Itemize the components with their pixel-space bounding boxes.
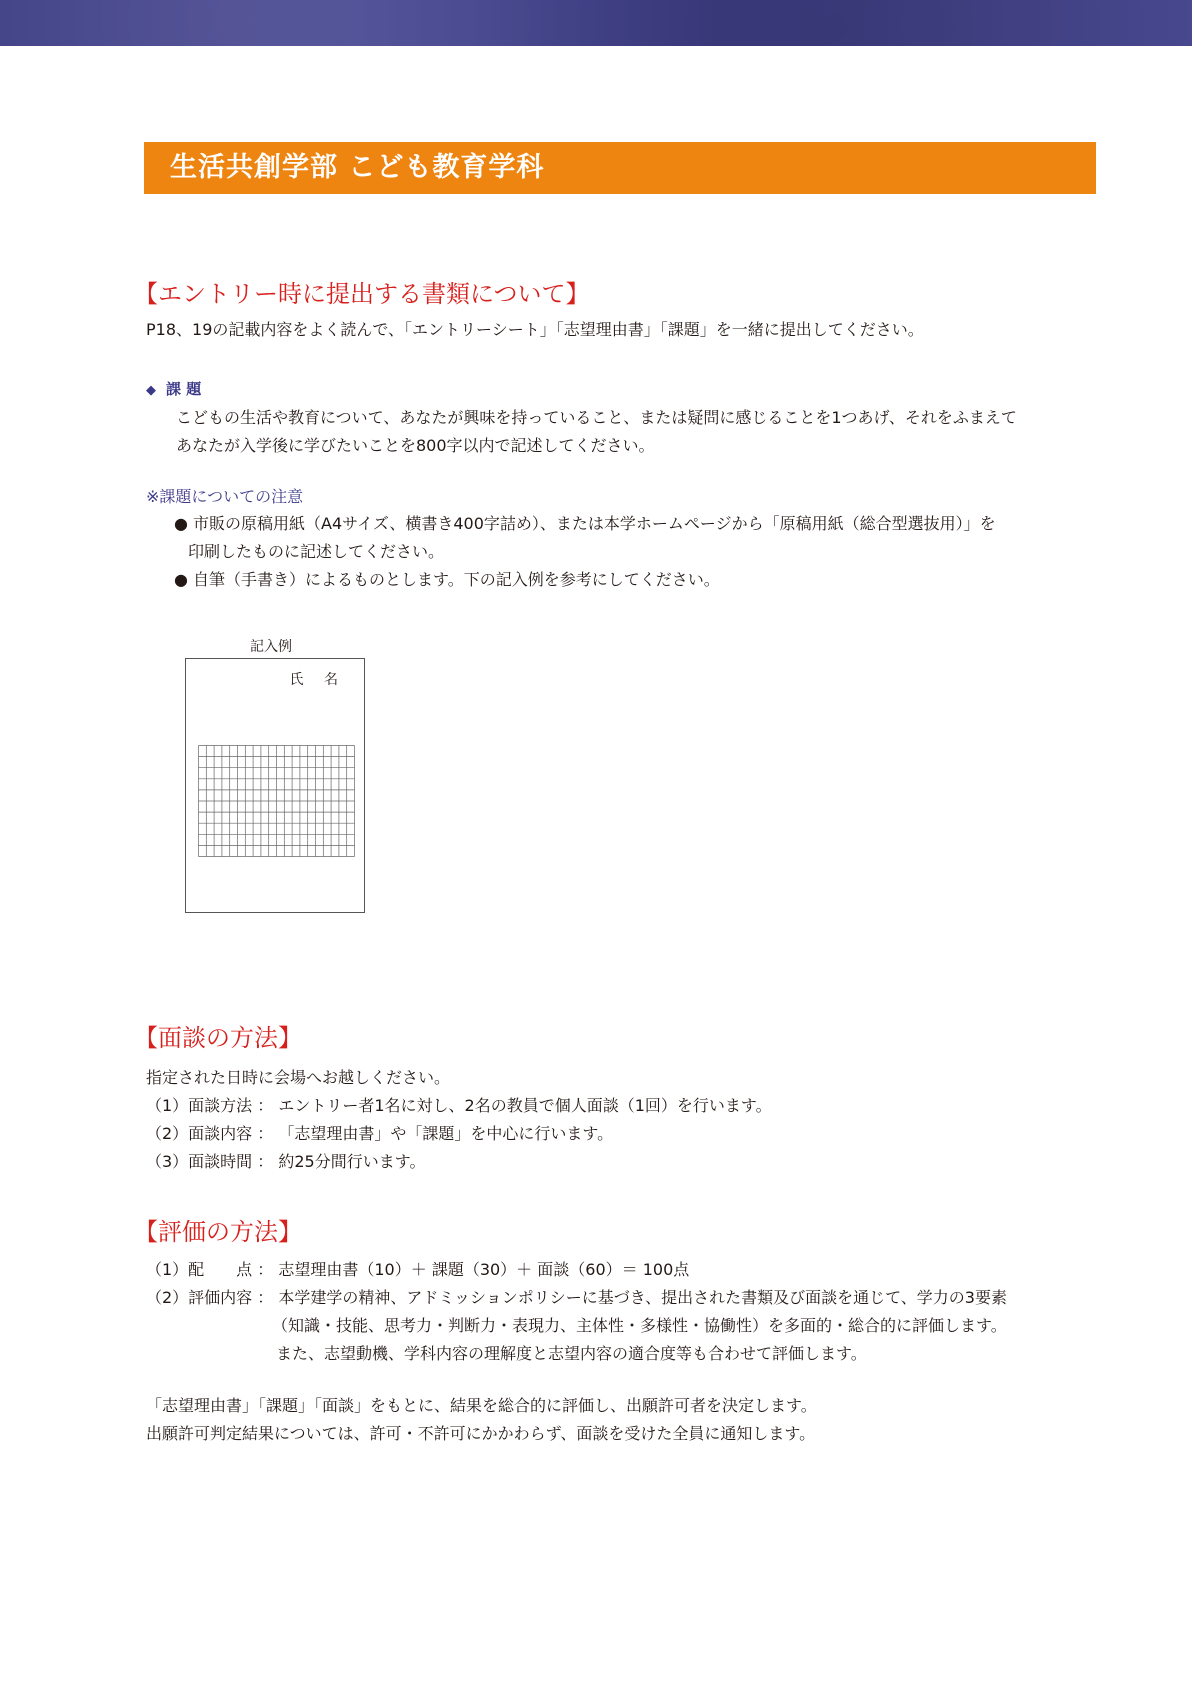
interview-item-duration <box>146 1148 425 1176</box>
evaluation-content-line-2: （知識・技能、思考力・判断力・表現力、主体性・多様性・協働性）を多面的・総合的に評価します。 <box>272 1316 1007 1335</box>
manuscript-grid <box>198 745 355 857</box>
interview-item-method <box>146 1092 772 1120</box>
task-label: 課 題 <box>166 380 202 398</box>
note-line-1: ● 市販の原稿用紙（A4サイズ、横書き400字詰め）、または本学ホームページから「原稿用紙（総合型選抜用）」を <box>174 514 996 533</box>
entry-intro: P18、19の記載内容をよく読んで、「エントリーシート」「志望理由書」「課題」を一緒に提出してください。 <box>146 320 924 339</box>
task-line-2: あなたが入学後に学びたいことを800字以内で記述してください。 <box>176 436 655 455</box>
interview-intro: 指定された日時に会場へお越しください。 <box>146 1068 451 1087</box>
task-heading <box>146 378 201 399</box>
interview-item-content <box>146 1120 613 1148</box>
evaluation-heading: 【評価の方法】 <box>134 1218 302 1246</box>
diamond-bullet-icon: ◆ <box>146 383 156 398</box>
closing-line-1: 「志望理由書」「課題」「面談」をもとに、結果を総合的に評価し、出願許可者を決定します。 <box>146 1396 817 1415</box>
evaluation-item-text: 本学建学の精神、アドミッションポリシーに基づき、提出された書類及び面談を通じて、学力の3要素 <box>278 1288 1007 1307</box>
interview-item-label: （2）面談内容 ： <box>146 1124 274 1143</box>
top-decorative-band <box>0 0 1192 46</box>
department-title-bar <box>144 142 1096 194</box>
sample-label: 記入例 <box>250 639 292 655</box>
sample-manuscript-sheet <box>185 658 365 913</box>
sample-name-label: 氏 名 <box>289 672 346 688</box>
entry-heading: 【エントリー時に提出する書類について】 <box>134 280 590 308</box>
interview-heading: 【面談の方法】 <box>134 1024 302 1052</box>
interview-item-label: （1）面談方法 ： <box>146 1096 274 1115</box>
task-line-1: こどもの生活や教育について、あなたが興味を持っていること、または疑問に感じることを1つあげ、それをふまえて <box>176 408 1017 427</box>
department-title: 生活共創学部 こども教育学科 <box>170 152 545 183</box>
evaluation-content-line-3: また、志望動機、学科内容の理解度と志望内容の適合度等も合わせて評価します。 <box>276 1344 867 1363</box>
interview-item-text: エントリー者1名に対し、2名の教員で個人面談（1回）を行います。 <box>278 1096 772 1115</box>
note-heading: ※課題についての注意 <box>146 487 304 506</box>
evaluation-item-label: （1）配 点 ： <box>146 1260 274 1279</box>
evaluation-item-content <box>146 1284 1007 1312</box>
note-line-2: 印刷したものに記述してください。 <box>188 542 445 561</box>
note-line-3: ● 自筆（手書き）によるものとします。下の記入例を参考にしてください。 <box>174 570 720 589</box>
evaluation-item-label: （2）評価内容 ： <box>146 1288 274 1307</box>
evaluation-item-points <box>146 1256 689 1284</box>
evaluation-item-text: 志望理由書（10）＋ 課題（30）＋ 面談（60）＝ 100点 <box>278 1260 690 1279</box>
closing-line-2: 出願許可判定結果については、許可・不許可にかかわらず、面談を受けた全員に通知します。 <box>146 1424 816 1443</box>
interview-item-text: 約25分間行います。 <box>278 1152 426 1171</box>
interview-item-label: （3）面談時間 ： <box>146 1152 274 1171</box>
interview-item-text: 「志望理由書」や「課題」を中心に行います。 <box>278 1124 614 1143</box>
